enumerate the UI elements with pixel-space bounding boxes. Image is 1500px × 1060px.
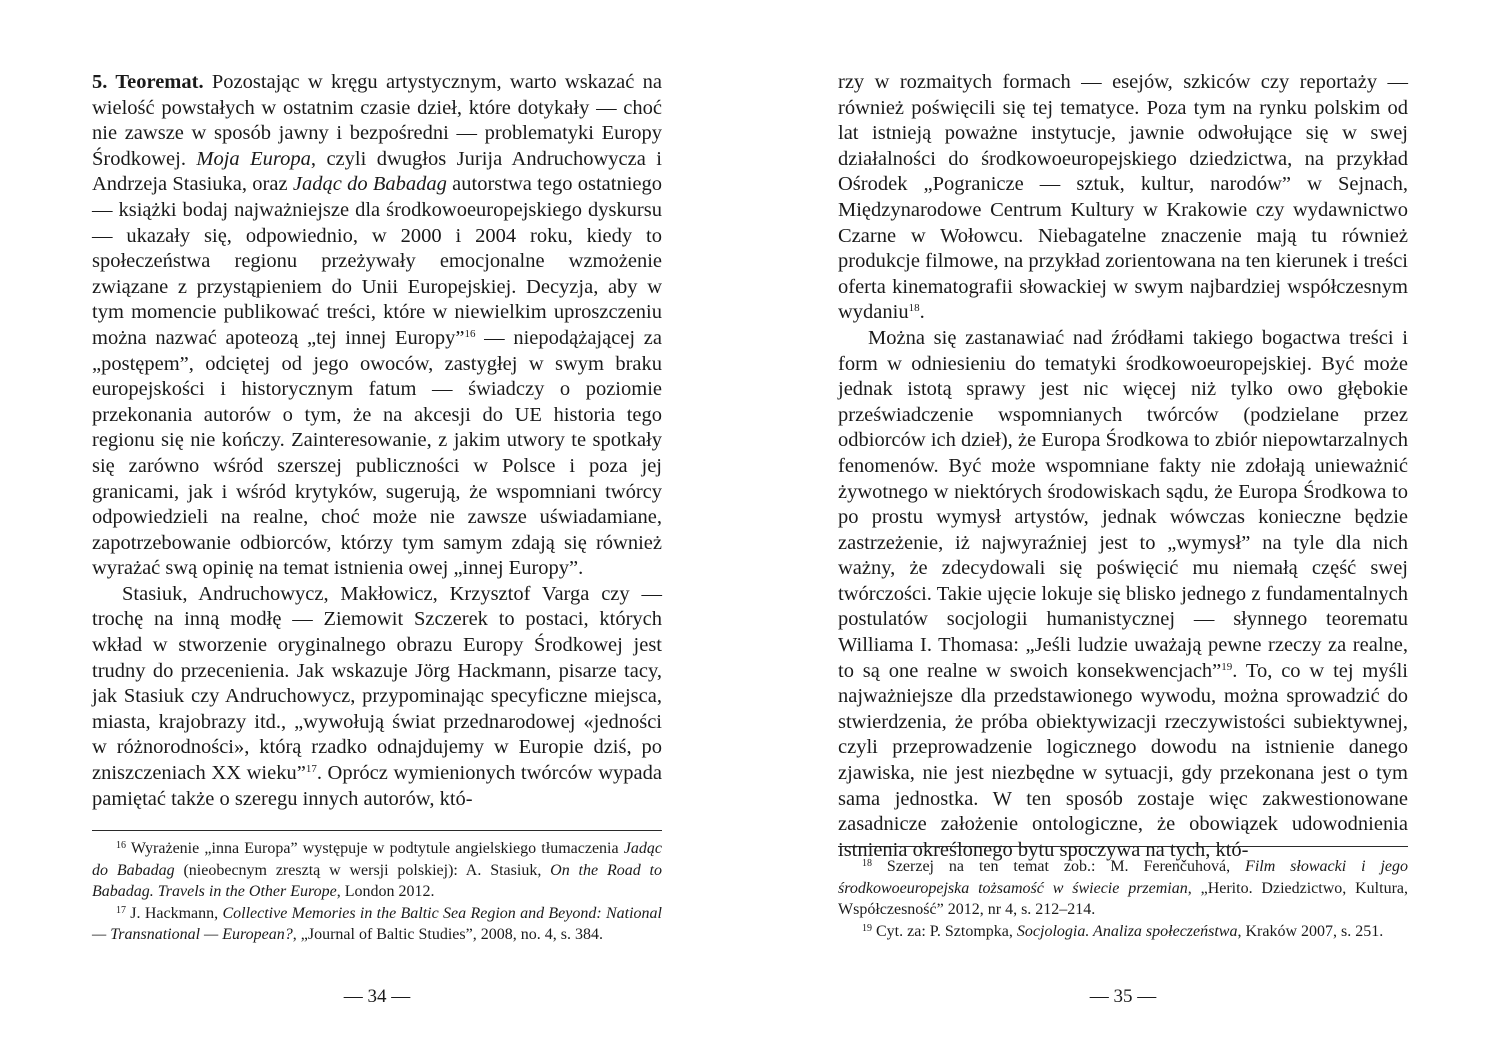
right-page-body — [838, 70, 1408, 863]
footnote-ref-16[interactable]: 16 — [464, 327, 476, 340]
footnote-ref-18[interactable]: 18 — [908, 302, 920, 315]
left-page-body — [92, 70, 662, 812]
footnote-17: $^{17}$ J. Hackmann, Collective Memories in the Baltic Sea Region and Beyond: National — Transnational — European?, „Journal of Baltic Studies”, 2008, no. 4, s. 384. — [92, 904, 663, 943]
page-number: — 35 — — [1089, 986, 1157, 1007]
section-heading: 5. Teoremat. — [92, 71, 204, 93]
footnotes — [92, 838, 662, 946]
paragraph: Można się zastanawiać nad źródłami takiego bogactwa treści i form w odniesieniu do tematyki środkowoeuropejskiej. Być może jednak istotą sprawy jest nic więcej niż tylko owo głębokie przeświadczenie wspomnianych twórców (podzielane przez odbiorców ich dzieł), że Europa Środkowa to zbiór niepowtarzalnych fenomenów. Być może wspomniane fakty nie zdołają unieważnić żywotnego w niektórych środowiskach sądu, że Europa Środkowa to po prostu wymysł artystów, jednak wówczas konieczne będzie zastrzeżenie, iż najwyraźniej jest to „wymysł” na tyle dla nich ważny, że zdecydowali się poświęcić mu niemałą część swej twórczości. Takie ujęcie lokuje się blisko jednego z fundamentalnych postulatów socjologii humanistycznej — słynnego teorematu Williama I. Thomasa: „Jeśli ludzie uważają pewne rzeczy za realne, to są one realne w swoich konsekwencjach”$^{19}$. To, co w tej myśli najważniejsze dla przedstawionego wywodu, można sprowadzić do stwierdzenia, że próba obiektywizacji rzeczywistości subiektywnej, czyli przeprowadzenie logicznego dowodu na istnienie danego zjawiska, nie jest niezbędne w sytuacji, gdy przekonana jest o tym sama jednostka. W ten sposób zostaje więc zakwestionowane zasadnicze założenie ontologiczne, że obowiązek udowodnienia istnienia określonego bytu spoczywa na tych, któ- — [838, 326, 1408, 861]
paragraph: Stasiuk, Andruchowycz, Makłowicz, Krzysztof Varga czy — trochę na inną modłę — Ziemowit Szczerek to postaci, których wkład w stworzenie oryginalnego obrazu Europy Środkowej jest trudny do przecenienia. Jak wskazuje Jörg Hackmann, pisarze tacy, jak Stasiuk czy Andruchowycz, przypominając specyficzne miejsca, miasta, krajobrazy itd., „wywołują świat przednarodowej «jedności w różnorodności», którą rzadko odnajdujemy w Europie dziś, po zniszczeniach XX wieku”$^{17}$. Oprócz wymienionych twórców wypada pamiętać także o szeregu innych autorów, któ- — [92, 582, 662, 810]
right-page — [838, 0, 1408, 1060]
footnote-16: $^{16}$ Wyrażenie „inna Europa” występuje w podtytule angielskiego tłumaczenia Jadąc do Babadag (nieobecnym zresztą w wersji polskiej): A. Stasiuk, On the Road to Babadag. Travels in the Other Europe, London 2012. — [92, 840, 662, 900]
paragraph: rzy w rozmaitych formach — esejów, szkiców czy reportaży — również poświęcili się tej tematyce. Poza tym na rynku polskim od lat istnieją poważne instytucje, jawnie odwołujące się w swej działalności do środkowoeuropejskiego dziedzictwa, na przykład Ośrodek „Pogranicze — sztuk, kultur, narodów” w Sejnach, Międzynarodowe Centrum Kultury w Krakowie czy wydawnictwo Czarne w Wołowcu. Niebagatelne znaczenie mają tu również produkcje filmowe, na przykład zorientowana na ten kierunek i treści oferta kinematografii słowackiej w swym najbardziej współczesnym wydaniu$^{18}$. — [838, 71, 1408, 324]
footnote-19: $^{19}$ Cyt. za: P. Sztompka, Socjologia. Analiza społeczeństwa, Kraków 2007, s. 251. — [862, 922, 1384, 940]
footnote-separator — [92, 830, 662, 831]
footnote-ref-17[interactable]: 17 — [305, 763, 317, 776]
page-number: — 34 — — [343, 986, 411, 1007]
left-page — [92, 0, 662, 1060]
footnotes — [838, 856, 1408, 942]
footnote-18: $^{18}$ Szerzej na ten temat zob.: M. Ferenčuhová, Film słowacki i jego środkowoeuropejska tożsamość w świecie przemian, „Herito. Dziedzictwo, Kultura, Współczesność” 2012, nr 4, s. 212–214. — [838, 858, 1409, 918]
paragraph: 5. Teoremat. Pozostając w kręgu artystycznym, warto wskazać na wielość powstałych w ostatnim czasie dzieł, które dotykały — choć nie zawsze w sposób jawny i bezpośredni — problematyki Europy Środkowej. Moja Europa, czyli dwugłos Jurija Andruchowycza i Andrzeja Stasiuka, oraz Jadąc do Babadag autorstwa tego ostatniego — książki bodaj najważniejsze dla środkowoeuropejskiego dyskursu — ukazały się, odpowiednio, w 2000 i 2004 roku, kiedy to społeczeństwa regionu przeżywały emocjonalne wzmożenie związane z przystąpieniem do Unii Europejskiej. Decyzja, aby w tym momencie publikować treści, które w niewielkim uproszczeniu można nazwać apoteozą „tej innej Europy”$^{16}$ — niepodążającej za „postępem”, odciętej od jego owoców, zastygłej w swym braku europejskości i historycznym fatum — świadczy o poziomie przekonania autorów o tym, że na akcesji do UE historia tego regionu się nie kończy. Zainteresowanie, z jakim utwory te spotkały się zarówno wśród szerszej publiczności w Polsce i poza jej granicami, jak i wśród krytyków, sugerują, że wspomniani twórcy odpowiedzieli na realne, choć może nie zawsze uświadamiane, zapotrzebowanie odbiorców, którzy tym samym zdają się również wyrażać swą opinię na temat istnienia owej „innej Europy”. — [92, 71, 662, 580]
footnote-separator — [838, 846, 1408, 847]
footnote-ref-19[interactable]: 19 — [1221, 660, 1233, 673]
